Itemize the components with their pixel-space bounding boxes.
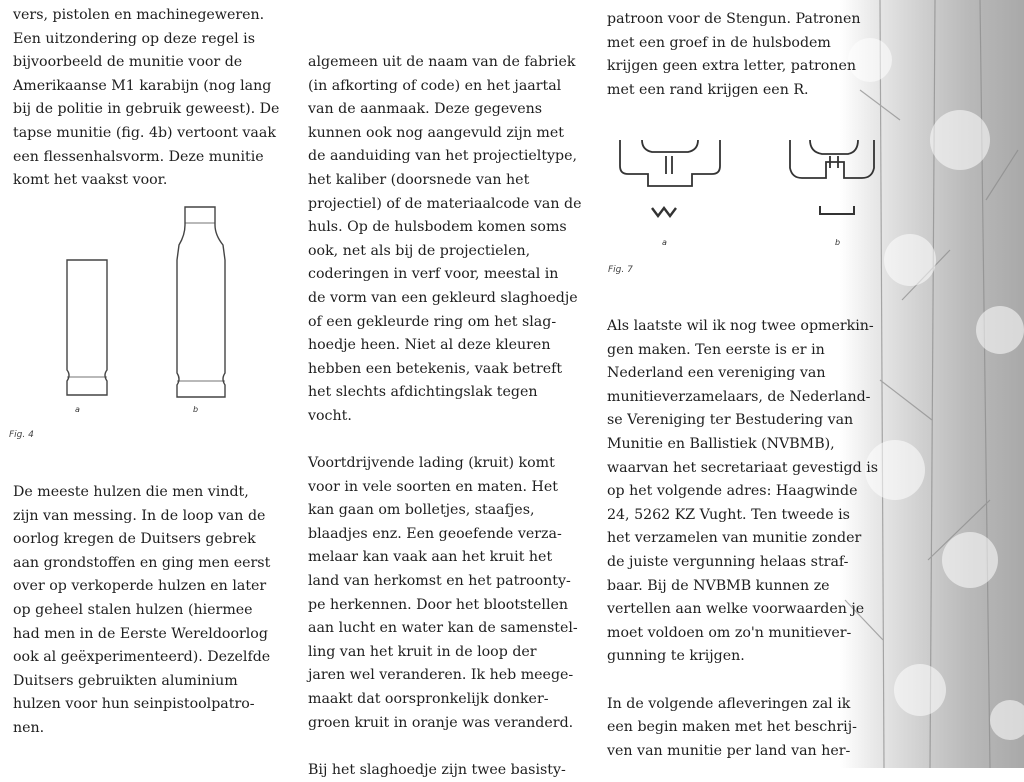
column-1-bottom [13,481,288,741]
column-3-top-text: patroon voor de Stengun. Patronen met een groef in de hulsbodem krijgen geen extra letter, patronen met een rand krijgen een R. [607,11,861,98]
column-1-top [13,4,288,193]
column-3-bottom [607,315,882,763]
figure-4-cartridge-drawing [55,205,235,405]
figure-7-label-a: a [662,238,667,247]
column-3-paragraph-1: Als laatste wil ik nog twee opmerkin- gen maken. Ten eerste is er in Nederland een vereniging van munitieverzamelaars, de Nederland- se Vereniging ter Bestudering van Munitie en Ballistiek (NVBMB), waarvan het secretariaat gevestigd is op het volgende adres: Haagwinde 24, 5262 KZ Vught. Ten tweede is het verzamelen van munitie zonder de juiste vergunning helaas straf- baar. Bij de NVBMB kunnen ze vertellen aan welke voorwaarden je moet voldoen om zo'n munitiever- gunning te krijgen. [607,318,879,665]
figure-7-caption: Fig. 7 [608,265,633,275]
column-2-paragraph-3: Bij het slaghoedje zijn twee basisty- [308,761,566,778]
column-2-paragraph-1: algemeen uit de naam van de fabriek (in afkorting of code) en het jaartal van de aanmaak. Deze gegevens kunnen ook nog aangevuld zijn met de aanduiding van het projectieltype, het kaliber (doorsnede van het projectiel) of de materiaalcode van de huls. Op de hulsbodem komen soms ook, net als bij de projectielen, coderingen in verf voor, meestal in de vorm van een gekleurd slaghoedje of een gekleurde ring om het slag- hoedje heen. Niet al deze kleuren hebben een betekenis, vaak betreft het slechts afdichtingslak tegen vocht. [308,54,582,424]
column-2 [308,51,593,782]
figure-4-caption: Fig. 4 [9,430,34,440]
column-2-paragraph-2: Voortdrijvende lading (kruit) komt voor in vele soorten en maten. Het kan gaan om bolletjes, staafjes, blaadjes enz. Een geoefende verza- melaar kan vaak aan het kruit het land van herkomst en het patroonty- pe herkennen. Door het blootstellen aan lucht en water kan de samenstel- ling van het kruit in de loop der jaren wel veranderen. Ik heb meege- maakt dat oorspronkelijk donker- groen kruit in oranje was veranderd. [308,455,578,731]
column-1-bottom-text: De meeste hulzen die men vindt, zijn van messing. In de loop van de oorlog kregen de Duitsers gebrek aan grondstoffen en ging men eerst over op verkoperde hulzen en later op geheel stalen hulzen (hiermee had men in de Eerste Wereldoorlog ook al geëxperimenteerd). Dezelfde Duitsers gebruikten aluminium hulzen voor hun seinpistoolpatro- nen. [13,484,271,736]
figure-4-label-a: a [75,405,80,414]
figure-7-label-b: b [835,238,841,247]
column-3-top [607,8,882,102]
figure-4-label-b: b [193,405,199,414]
figure-7-cartridge-base-drawing [612,138,892,228]
column-1-top-text: vers, pistolen en machinegeweren. Een uitzondering op deze regel is bijvoorbeeld de munitie voor de Amerikaanse M1 karabijn (nog lang bij de politie in gebruik geweest). De tapse munitie (fig. 4b) vertoont vaak een flessenhalsvorm. Deze munitie komt het vaakst voor. [13,7,280,189]
column-3-paragraph-2: In de volgende afleveringen zal ik een begin maken met het beschrij- ven van munitie per land van her- [607,695,857,759]
